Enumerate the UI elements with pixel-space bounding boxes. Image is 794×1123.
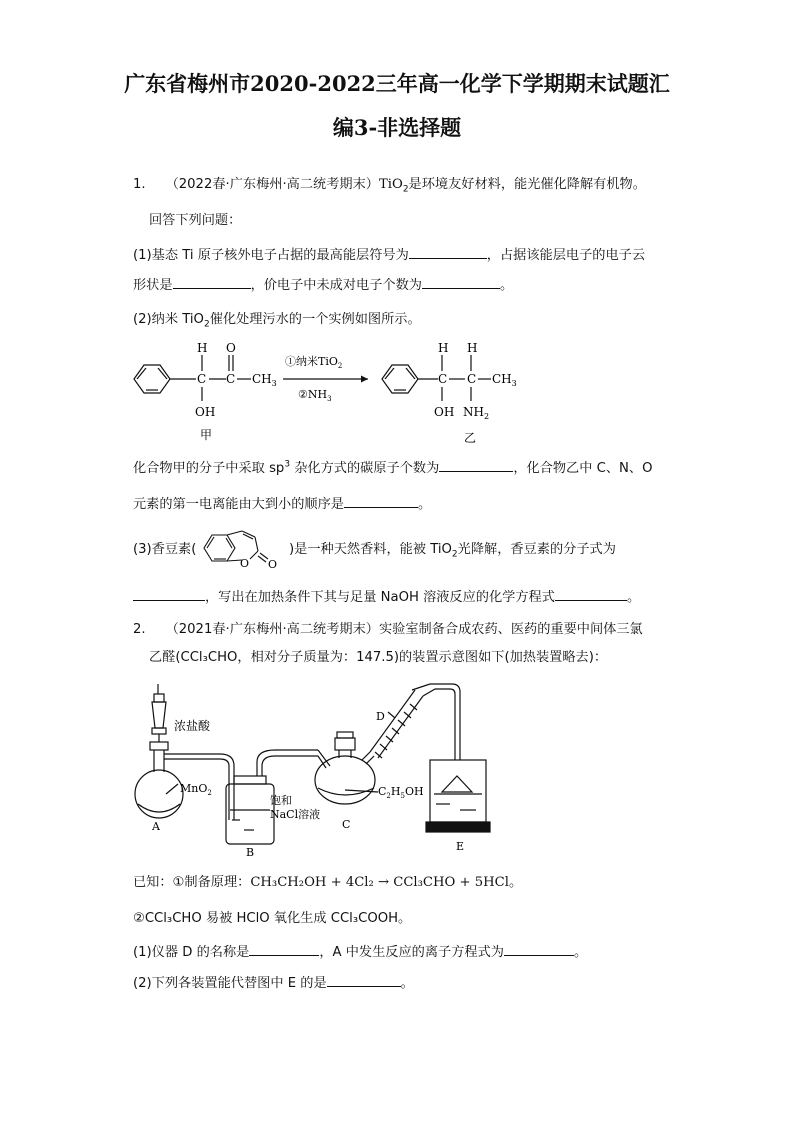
benzene-ring-b <box>382 365 418 393</box>
apparatus-diagram <box>130 680 510 860</box>
q1-p2q-sup: 3 <box>284 459 291 470</box>
label-D: D <box>376 710 385 723</box>
q1-p3-text-e: 。 <box>626 590 641 605</box>
q1-intro-text: 是环境友好材料，能光催化降解有机物。 <box>408 177 646 192</box>
q1-p2-text-b: 催化处理污水的一个实例如图所示。 <box>209 312 421 327</box>
benzene-ring-a <box>134 365 170 393</box>
q2-p2-text-a: (2)下列各装置能代替图中 E 的是 <box>133 976 327 991</box>
answer-blank-8[interactable] <box>249 942 319 956</box>
q2-intro-a: 实验室制备合成农药、医药的重要中间体三氯 <box>378 622 643 637</box>
scheme-C-b2: C <box>467 372 477 386</box>
q1-part1-line2 <box>133 275 513 295</box>
q1-p1-text-e: 。 <box>500 278 514 293</box>
answer-blank-2[interactable] <box>173 275 251 289</box>
q1-p3-text-d: ，写出在加热条件下其与足量 NaOH 溶液反应的化学方程式 <box>205 590 555 605</box>
scheme-H-a: H <box>197 341 208 355</box>
q1-part2-question-line2 <box>133 494 431 514</box>
coumarin-carbonyl-O: O <box>268 558 278 571</box>
q1-part3-label: (3)香豆素( <box>133 542 197 557</box>
q1-p2-text-a: (2)纳米 TiO <box>133 312 204 327</box>
compound-label-yi: 乙 <box>464 431 477 445</box>
q2-known-line2: ②CCl₃CHO 易被 HClO 氧化生成 CCl₃COOH。 <box>133 911 412 926</box>
scheme-OH-a: OH <box>195 405 216 419</box>
q1-p1-text-c: 形状是 <box>133 278 173 293</box>
label-E: E <box>456 840 465 853</box>
label-A: A <box>152 820 160 833</box>
q2-known-line1 <box>133 874 522 892</box>
q1-p3-sub: 2 <box>451 549 458 560</box>
q1-part2-question-line1 <box>133 458 652 478</box>
q1-tio2-sub: 2 <box>402 184 409 195</box>
q2-intro-line1 <box>133 621 643 639</box>
q1-p2q-text-e: 。 <box>418 497 432 512</box>
answer-blank-1[interactable] <box>409 245 487 259</box>
q2-intro-line2: 乙醛(CCl₃CHO，相对分子质量为：147.5)的装置示意图如下(加热装置略去)： <box>149 650 608 665</box>
q1-part1-line1 <box>133 245 645 265</box>
q1-p2q-text-d: 元素的第一电离能由大到小的顺序是 <box>133 497 344 512</box>
scheme-CH3-b: $CH_3$ <box>492 372 517 388</box>
q2-known-equation: CH₃CH₂OH + 4Cl₂ → CCl₃CHO + 5HCl <box>250 875 509 890</box>
answer-blank-4[interactable] <box>439 458 513 472</box>
reaction-scheme <box>120 333 540 448</box>
answer-blank-3[interactable] <box>422 275 500 289</box>
q1-p2q-text-a: 化合物甲的分子中采取 sp <box>133 461 285 476</box>
scheme-OH-b: OH <box>434 405 455 419</box>
compound-label-jia: 甲 <box>200 428 213 442</box>
q2-part2-line <box>133 973 414 993</box>
q2-source: （2021春·广东梅州·高二统考期末） <box>165 622 379 637</box>
coumarin-structure <box>198 523 288 573</box>
q1-part3-line2 <box>133 587 640 607</box>
q1-p3-text-c: 光降解，香豆素的分子式为 <box>457 542 616 557</box>
scheme-O-a: O <box>226 341 236 355</box>
label-B: B <box>246 846 255 859</box>
label-nacl: NaCl溶液 <box>270 808 321 821</box>
q1-part3-line1 <box>289 541 616 559</box>
q1-p1-text-d: ，价电子中未成对电子个数为 <box>250 278 422 293</box>
answer-blank-10[interactable] <box>327 973 401 987</box>
q1-tio2: TiO <box>378 177 403 192</box>
coumarin-ring-O: O <box>240 557 250 570</box>
scheme-NH2: $NH_2$ <box>463 405 490 421</box>
scheme-C-a2: C <box>226 372 236 386</box>
scheme-H-b1: H <box>438 341 449 355</box>
q2-number: 2. <box>133 622 146 637</box>
answer-blank-6[interactable] <box>133 587 205 601</box>
q1-number: 1. <box>133 177 146 192</box>
q1-p3-text-b: )是一种天然香料，能被 TiO <box>289 542 452 557</box>
q1-p1-text-b: ，占据该能层电子的电子云 <box>486 248 646 263</box>
q2-p1-text-a: (1)仪器 D 的名称是 <box>133 945 250 960</box>
label-C: C <box>342 818 351 831</box>
page-title-line-2: 编3-非选择题 <box>332 115 462 140</box>
q1-p2-sub: 2 <box>203 319 210 330</box>
arrow-condition-top: ①纳米TiO$_2$ <box>285 355 343 370</box>
scheme-CH3-a: $CH_3$ <box>252 372 277 388</box>
q1-intro-line <box>133 176 646 194</box>
scheme-H-b2: H <box>467 341 478 355</box>
answer-blank-5[interactable] <box>344 494 418 508</box>
answer-blank-9[interactable] <box>504 942 574 956</box>
label-saturated: 饱和 <box>270 794 292 807</box>
page-title-line-1: 广东省梅州市2020-2022三年高一化学下学期期末试题汇 <box>124 71 670 96</box>
q1-p1-text-a: (1)基态 Ti 原子核外电子占据的最高能层符号为 <box>133 248 409 263</box>
q1-p2q-text-c: ，化合物乙中 C、N、O <box>513 461 653 476</box>
apparatus-A <box>135 684 220 818</box>
label-mno2: MnO$_2$ <box>180 782 212 797</box>
label-conc-hcl: 浓盐酸 <box>174 719 211 733</box>
q1-source: （2022春·广东梅州·高二统考期末） <box>165 177 379 192</box>
q2-p1-text-c: 。 <box>574 945 588 960</box>
q2-known-a: 已知：①制备原理： <box>133 875 251 890</box>
answer-blank-7[interactable] <box>555 587 627 601</box>
q1-part2-line <box>133 311 421 329</box>
scheme-C-b1: C <box>438 372 448 386</box>
q1-instruction: 回答下列问题： <box>149 213 242 228</box>
scheme-C-a1: C <box>197 372 207 386</box>
arrow-condition-bottom: $②NH_3$ <box>298 388 332 403</box>
q2-p2-text-b: 。 <box>400 976 414 991</box>
label-ethanol: $C_2H_5OH$ <box>378 785 424 800</box>
apparatus-C <box>315 732 378 804</box>
q2-p1-text-b: ，A 中发生反应的离子方程式为 <box>319 945 504 960</box>
q2-part1-line <box>133 942 587 962</box>
q1-p2q-text-b: 杂化方式的碳原子个数为 <box>290 461 440 476</box>
q2-known-end: 。 <box>508 875 523 890</box>
apparatus-E <box>426 760 490 832</box>
